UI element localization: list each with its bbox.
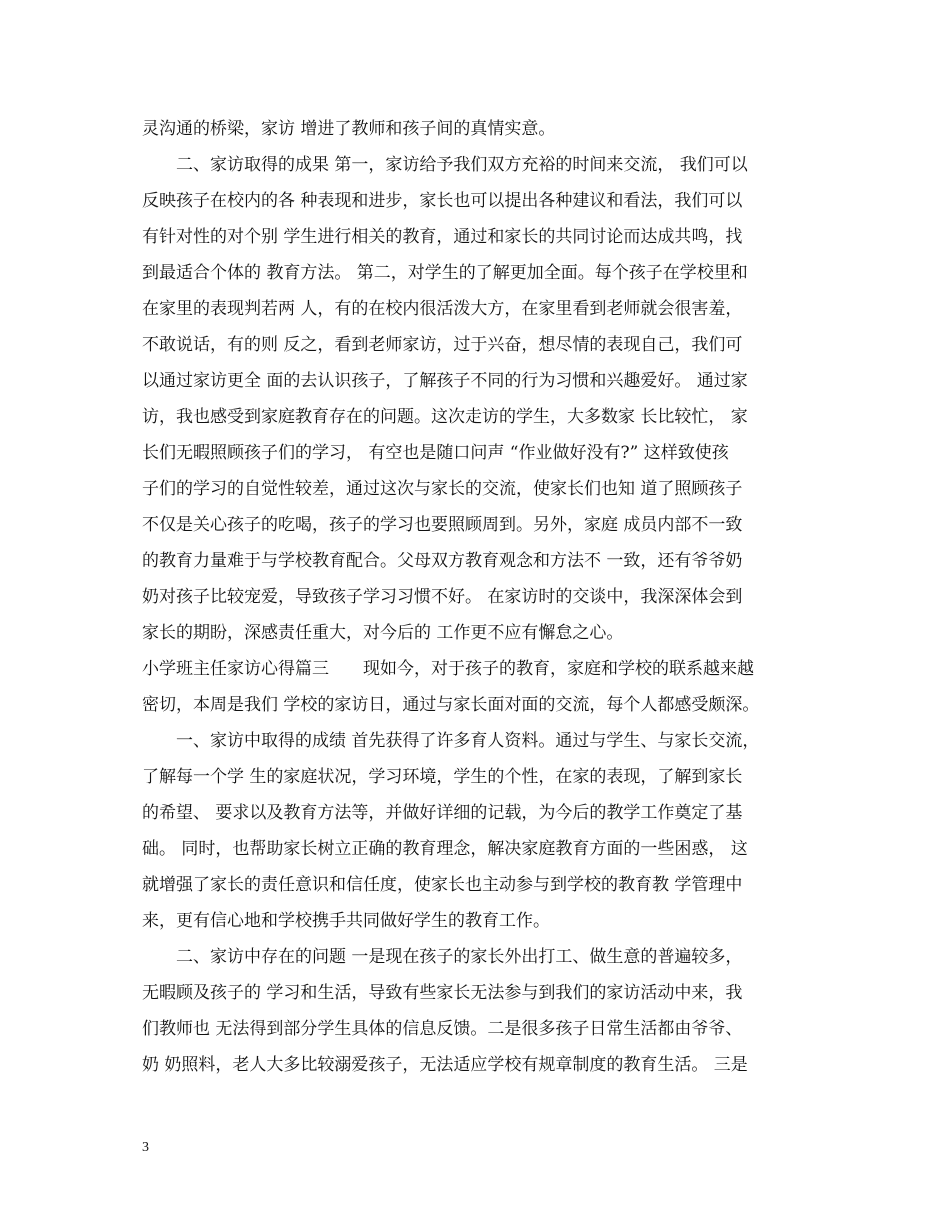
text-line: 的教育力量难于与学校教育配合。父母双方教育观念和方法不 一致，还有爷爷奶 — [142, 551, 743, 571]
page-number: 3 — [142, 1140, 149, 1155]
text-line: 奶 奶照料，老人大多比较溺爱孩子，无法适应学校有规章制度的教育生活。 三是 — [142, 1055, 748, 1075]
text-line: 了解每一个学 生的家庭状况，学习环境，学生的个性，在家的表现，了解到家长 — [142, 767, 743, 787]
text-line: 访，我也感受到家庭教育存在的问题。这次走访的学生，大多数家 长比较忙， 家 — [142, 407, 748, 427]
text-line: 的希望、 要求以及教育方法等，并做好详细的记载，为今后的教学工作奠定了基 — [142, 803, 743, 823]
text-line: 灵沟通的桥梁，家访 增进了教师和孩子间的真情实意。 — [142, 119, 556, 139]
text-line: 在家里的表现判若两 人，有的在校内很活泼大方，在家里看到老师就会很害羞， — [142, 299, 743, 319]
text-line: 础。 同时，也帮助家长树立正确的教育理念，解决家庭教育方面的一些困惑， 这 — [142, 839, 748, 859]
section-heading-line: 小学班主任家访心得篇三 现如今，对于孩子的教育，家庭和学校的联系越来越 — [142, 659, 754, 679]
text-line: 以通过家访更全 面的去认识孩子，了解孩子不同的行为习惯和兴趣爱好。 通过家 — [142, 371, 748, 391]
text-line: 家长的期盼，深感责任重大，对今后的 工作更不应有懈怠之心。 — [142, 623, 624, 643]
text-line: 来，更有信心地和学校携手共同做好学生的教育工作。 — [142, 911, 550, 931]
text-line: 长们无暇照顾孩子们的学习， 有空也是随口问声 “作业做好没有?” 这样致使孩 — [142, 443, 729, 463]
text-line: 奶对孩子比较宠爱，导致孩子学习习惯不好。 在家访时的交谈中，我深深体会到 — [142, 587, 743, 607]
text-line: 就增强了家长的责任意识和信任度，使家长也主动参与到学校的教育教 学管理中 — [142, 875, 743, 895]
text-line: 二、家访中存在的问题 一是现在孩子的家长外出打工、做生意的普遍较多， — [142, 947, 743, 967]
text-line: 子们的学习的自觉性较差，通过这次与家长的交流，使家长们也知 道了照顾孩子 — [142, 479, 743, 499]
text-line: 无暇顾及孩子的 学习和生活，导致有些家长无法参与到我们的家访活动中来，我 — [142, 983, 743, 1003]
text-line: 一、家访中取得的成绩 首先获得了许多育人资料。通过与学生、与家长交流， — [142, 731, 760, 751]
text-line: 密切，本周是我们 学校的家访日，通过与家长面对面的交流，每个人都感受颇深。 — [142, 695, 760, 715]
text-line: 不敢说话，有的则 反之，看到老师家访，过于兴奋，想尽情的表现自己，我们可 — [142, 335, 743, 355]
text-line: 到最适合个体的 教育方法。 第二，对学生的了解更加全面。每个孩子在学校里和 — [142, 263, 748, 283]
text-line: 反映孩子在校内的各 种表现和进步，家长也可以提出各种建议和看法，我们可以 — [142, 191, 743, 211]
text-line: 有针对性的对个别 学生进行相关的教育，通过和家长的共同讨论而达成共鸣，找 — [142, 227, 743, 247]
text-line: 们教师也 无法得到部分学生具体的信息反馈。二是很多孩子日常生活都由爷爷、 — [142, 1019, 743, 1039]
text-line: 二、家访取得的成果 第一，家访给予我们双方充裕的时间来交流， 我们可以 — [142, 155, 748, 175]
text-line: 不仅是关心孩子的吃喝，孩子的学习也要照顾周到。另外，家庭 成员内部不一致 — [142, 515, 743, 535]
